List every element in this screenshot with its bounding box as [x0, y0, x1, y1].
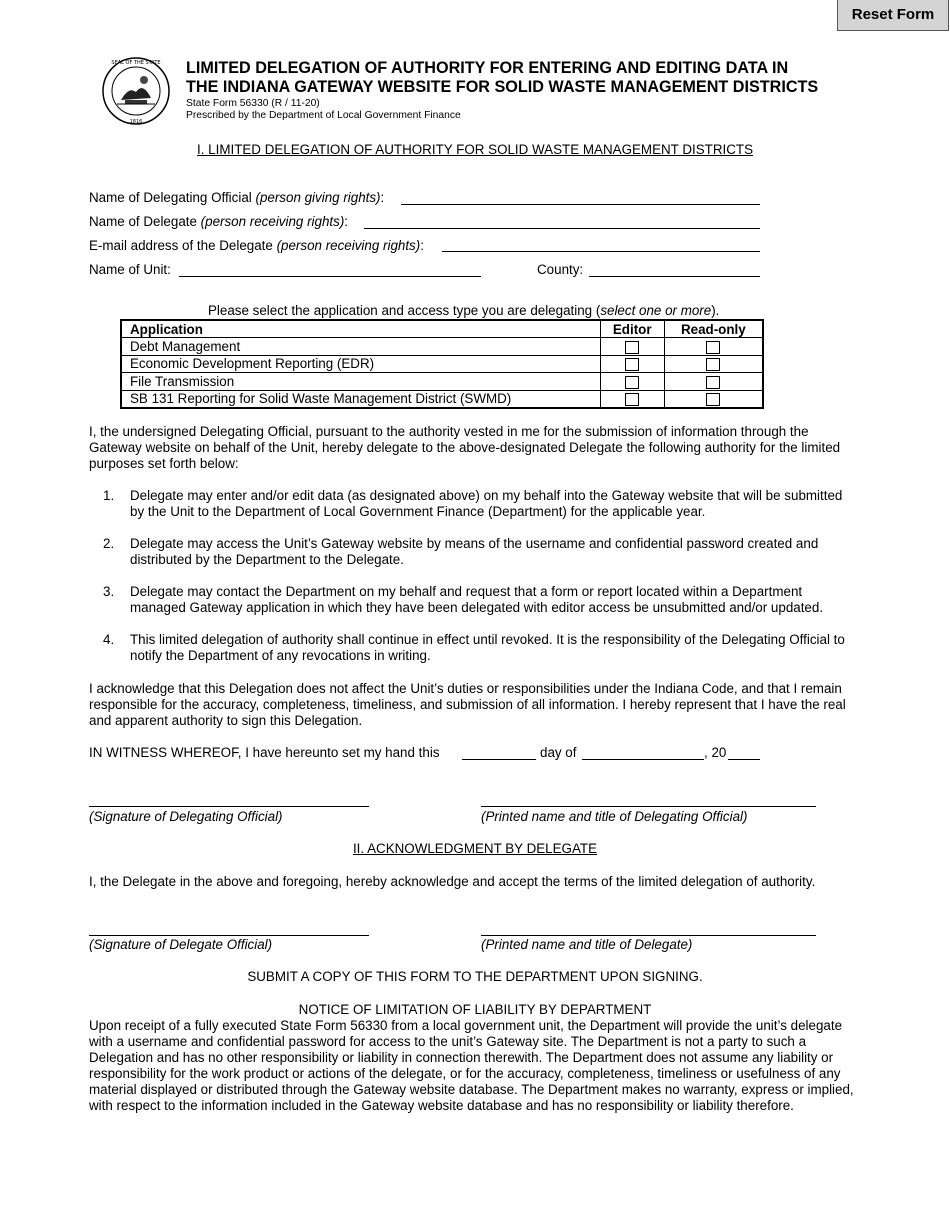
county-field[interactable]: [589, 276, 760, 277]
witness-day-label: day of: [540, 745, 577, 760]
liability-text: Upon receipt of a fully executed State Form 56330 from a local government unit, the Department will provide the unit’s delegate with a username and confidential password for access to the unit’s Gateway site. The Department is not a party to such a Delegation and has no other responsibility or liability in connection therewith. The Department does not assume any liability or responsibility for the work product or actions of the delegate, or for the accuracy, completeness, timeliness or usefulness of any material displayed or distributed through the Gateway website database. The Department makes no warranty, express or implied, with respect to the information included in the Gateway website database and has no responsibility or liability therefore.: [89, 1018, 854, 1113]
column-header-application: Application: [121, 320, 600, 338]
official-printed-name-line[interactable]: [481, 806, 816, 807]
unit-name-field[interactable]: [179, 276, 481, 277]
delegate-name-field[interactable]: [364, 228, 760, 229]
item-number: 4.: [103, 632, 115, 647]
column-header-readonly: Read-only: [664, 320, 763, 338]
delegate-signature-caption: (Signature of Delegate Official): [89, 937, 273, 952]
application-name: Debt Management: [121, 338, 600, 356]
witness-year-field[interactable]: [728, 759, 760, 760]
table-row: [121, 355, 763, 373]
liability-heading: NOTICE OF LIMITATION OF LIABILITY BY DEPARTMENT: [298, 1002, 652, 1017]
svg-text:SEAL OF THE STATE: SEAL OF THE STATE: [111, 60, 161, 66]
section2-paragraph: I, the Delegate in the above and foregoing, hereby acknowledge and accept the terms of the limited delegation of authority.: [89, 874, 816, 889]
swmd-editor-checkbox[interactable]: [625, 393, 639, 406]
reset-form-button[interactable]: Reset Form: [837, 0, 949, 31]
delegating-official-label: Name of Delegating Official (person giving rights):: [89, 190, 385, 205]
witness-day-field[interactable]: [462, 759, 536, 760]
section1-heading: I. LIMITED DELEGATION OF AUTHORITY FOR SOLID WASTE MANAGEMENT DISTRICTS: [196, 142, 754, 157]
delegate-printed-name-line[interactable]: [481, 935, 816, 936]
intro-paragraph: I, the undersigned Delegating Official, pursuant to the authority vested in me for the submission of information through the Gateway website on behalf of the Unit, hereby delegate to the above-designated Delegate the following authority for the limited purposes set forth below:: [89, 424, 841, 471]
item-number: 2.: [103, 536, 115, 551]
column-header-editor: Editor: [600, 320, 664, 338]
file-transmission-editor-checkbox[interactable]: [625, 376, 639, 389]
delegate-printed-caption: (Printed name and title of Delegate): [481, 937, 693, 952]
county-label: County:: [537, 262, 584, 277]
table-header-row: [121, 320, 763, 338]
form-title-line2: THE INDIANA GATEWAY WEBSITE FOR SOLID WASTE MANAGEMENT DISTRICTS: [186, 78, 819, 96]
edr-editor-checkbox[interactable]: [625, 358, 639, 371]
delegation-item: Delegate may enter and/or edit data (as designated above) on my behalf into the Gateway website that will be submitted by the Unit to the Department of Local Government Finance (Department) for the applicable year.: [130, 488, 843, 519]
item-number: 3.: [103, 584, 115, 599]
delegation-item: Delegate may access the Unit’s Gateway website by means of the username and confidential password created and distributed by the Department to the Delegate.: [130, 536, 819, 567]
table-row: [121, 390, 763, 408]
swmd-readonly-checkbox[interactable]: [706, 393, 720, 406]
table-row: [121, 373, 763, 391]
debt-editor-checkbox[interactable]: [625, 341, 639, 354]
application-name: Economic Development Reporting (EDR): [121, 355, 600, 373]
delegate-email-field[interactable]: [442, 251, 760, 252]
official-signature-line[interactable]: [89, 806, 369, 807]
form-title-line1: LIMITED DELEGATION OF AUTHORITY FOR ENTERING AND EDITING DATA IN: [186, 59, 789, 77]
email-label: E-mail address of the Delegate (person receiving rights):: [89, 238, 424, 253]
edr-readonly-checkbox[interactable]: [706, 358, 720, 371]
delegation-item: This limited delegation of authority shall continue in effect until revoked. It is the responsibility of the Delegating Official to notify the Department of any revocations in writing.: [130, 632, 845, 663]
state-seal-logo: [99, 56, 173, 126]
form-number: State Form 56330 (R / 11-20): [186, 98, 320, 109]
submit-notice: SUBMIT A COPY OF THIS FORM TO THE DEPARTMENT UPON SIGNING.: [247, 969, 703, 984]
delegating-official-field[interactable]: [401, 204, 760, 205]
debt-readonly-checkbox[interactable]: [706, 341, 720, 354]
delegate-label: Name of Delegate (person receiving rights):: [89, 214, 349, 229]
acknowledge-paragraph: I acknowledge that this Delegation does not affect the Unit’s duties or responsibilities under the Indiana Code, and that I remain responsible for the accuracy, completeness, timeliness, and submission of all information. I hereby represent that I have the real and apparent authority to sign this Delegation.: [89, 681, 846, 728]
table-instruction: Please select the application and access type you are delegating (select one or more).: [208, 303, 720, 318]
unit-label: Name of Unit:: [89, 262, 171, 277]
delegate-signature-line[interactable]: [89, 935, 369, 936]
official-signature-caption: (Signature of Delegating Official): [89, 809, 283, 824]
witness-text: IN WITNESS WHEREOF, I have hereunto set my hand this: [89, 745, 440, 760]
application-name: File Transmission: [121, 373, 600, 391]
svg-text:1816: 1816: [129, 119, 143, 125]
application-name: SB 131 Reporting for Solid Waste Management District (SWMD): [121, 390, 600, 408]
section2-heading: II. ACKNOWLEDGMENT BY DELEGATE: [352, 841, 598, 856]
application-table: [120, 319, 764, 409]
delegation-item: Delegate may contact the Department on my behalf and request that a form or report located within a Department managed Gateway application in which they have been delegated with editor access be unsubmitted and/or updated.: [130, 584, 824, 615]
witness-year-label: , 20: [704, 745, 727, 760]
item-number: 1.: [103, 488, 115, 503]
table-row: [121, 338, 763, 356]
witness-month-field[interactable]: [582, 759, 704, 760]
file-transmission-readonly-checkbox[interactable]: [706, 376, 720, 389]
official-printed-caption: (Printed name and title of Delegating Official): [481, 809, 748, 824]
prescribed-by: Prescribed by the Department of Local Government Finance: [186, 110, 461, 121]
